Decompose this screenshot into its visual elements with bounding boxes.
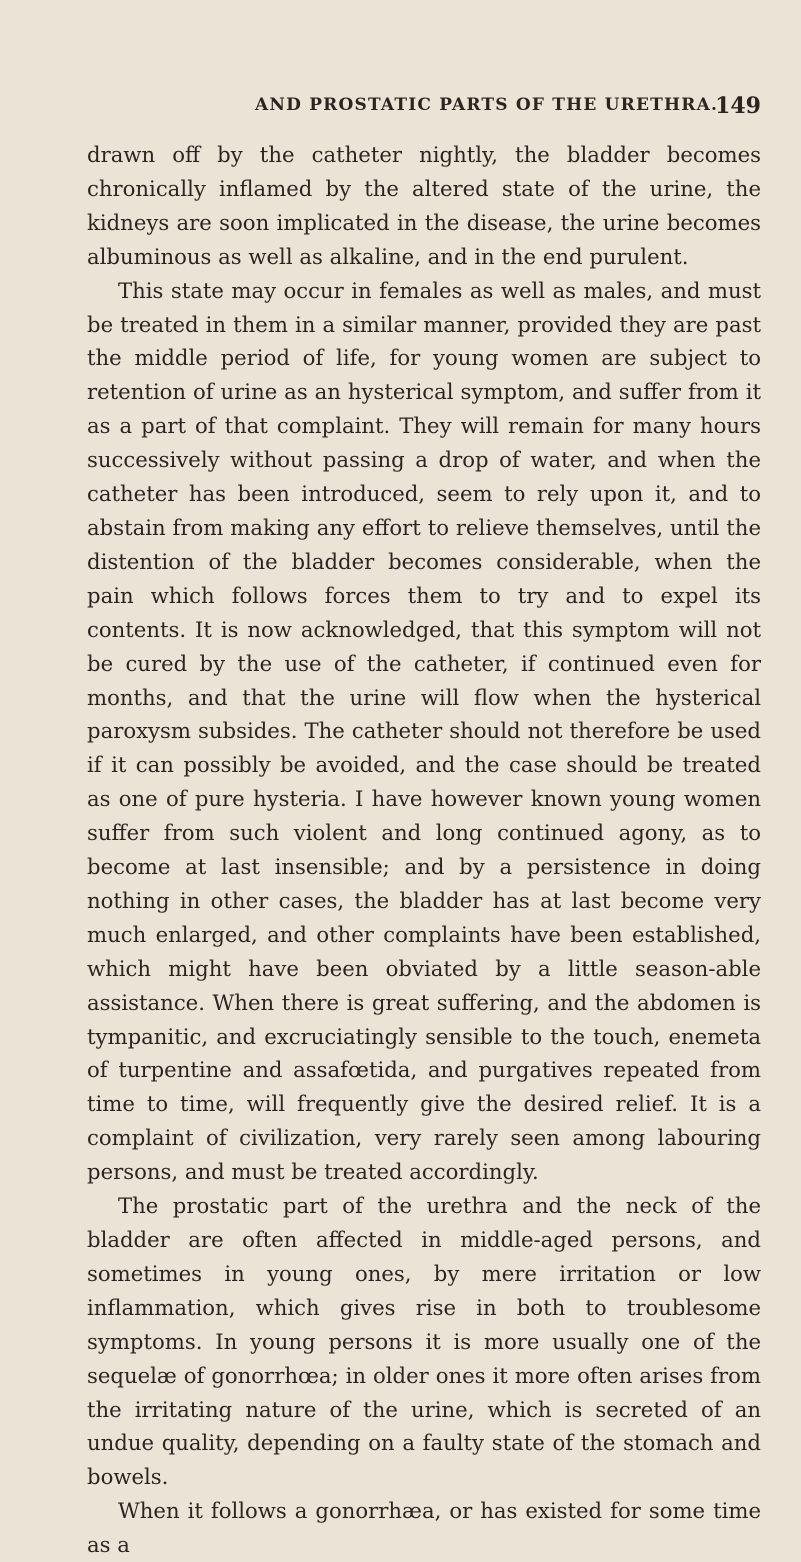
paragraph-continuation: drawn off by the catheter nightly, the bladder becomes chronically inflamed by the altered state of the urine, the kidneys are soon implicated in the disease, the urine becomes albuminous as well as alkaline, and in the end purulent. [87,142,761,269]
running-head [87,93,761,119]
paragraph-gonorrhaea: When it follows a gonorrhæa, or has existed for some time as a [87,1498,761,1558]
body-text [87,138,761,1562]
page-number: 149 [715,93,761,119]
paragraph-prostatic-part: The prostatic part of the urethra and the neck of the bladder are often affected in middle-aged persons, and sometimes in young ones, by mere irritation or low inflammation, which gives rise in both to troublesome symptoms. In young persons it is more usually one of the sequelæ of gonorrhœa; in older ones it more often arises from the irritating nature of the urine, which is secreted of an undue quality, depending on a faulty state of the stomach and bowels. [87,1193,761,1490]
running-title: AND PROSTATIC PARTS OF THE URETHRA. [255,95,719,115]
paragraph-females-retention: This state may occur in females as well as males, and must be treated in them in a similar manner, provided they are past the middle period of life, for young women are subject to retention of urine as an hysterical symptom, and suffer from it as a part of that complaint. They will remain for many hours successively without passing a drop of water, and when the catheter has been introduced, seem to rely upon it, and to abstain from making any effort to relieve themselves, until the distention of the bladder becomes considerable, when the pain which follows forces them to try and to expel its contents. It is now acknowledged, that this symptom will not be cured by the use of the catheter, if continued even for months, and that the urine will flow when the hysterical paroxysm subsides. The catheter should not therefore be used if it can possibly be avoided, and the case should be treated as one of pure hysteria. I have however known young women suffer from such violent and long continued agony, as to become at last insensible; and by a persistence in doing nothing in other cases, the bladder has at last become very much enlarged, and other complaints have been established, which might have been obviated by a little season-able assistance. When there is great suffering, and the abdomen is tympanitic, and excruciatingly sensible to the touch, enemeta of turpentine and assafœtida, and purgatives repeated from time to time, will frequently give the desired relief. It is a complaint of civilization, very rarely seen among labouring persons, and must be treated accordingly. [87,277,761,1185]
